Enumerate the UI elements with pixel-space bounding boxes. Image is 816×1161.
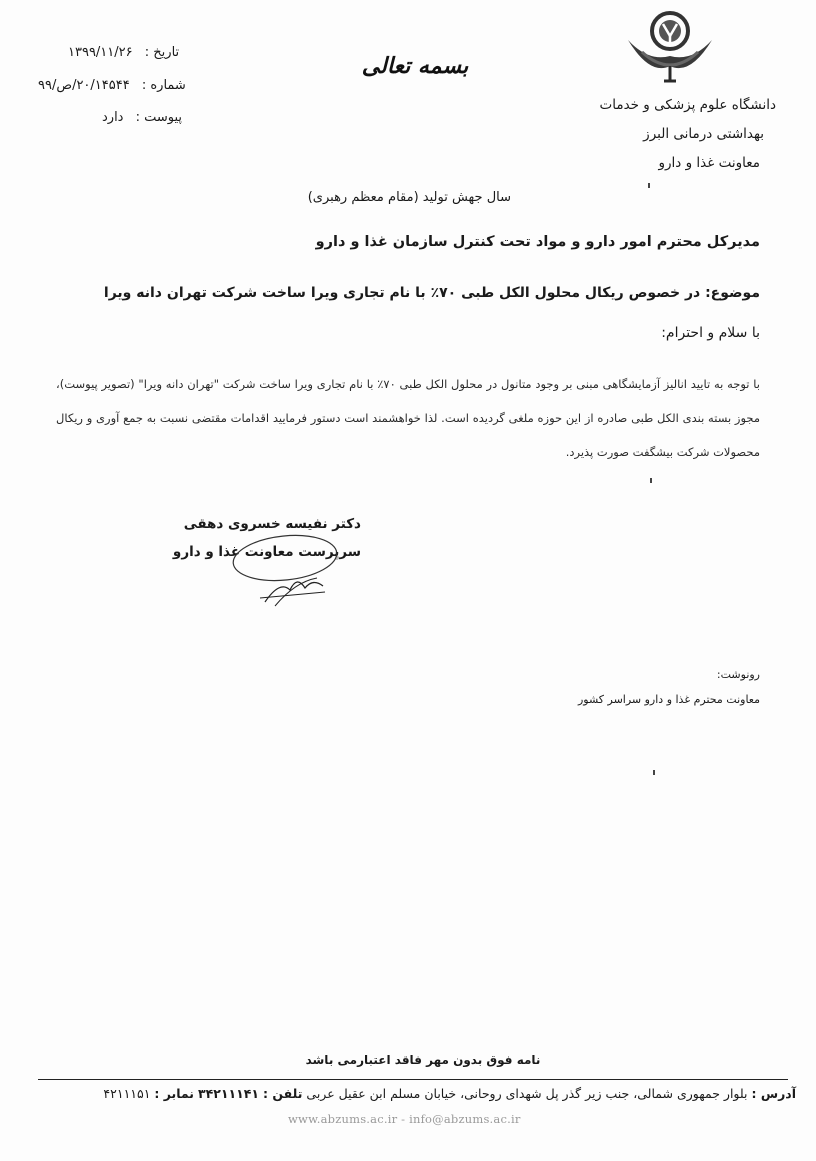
signatory-title: سرپرست معاونت غذا و دارو (172, 544, 361, 560)
fax-value: ۴۲۱۱۱۵۱ (103, 1086, 151, 1101)
bismillah-calligraphy (360, 40, 470, 90)
cc-item: معاونت محترم غذا و دارو سراسر کشور (577, 693, 760, 706)
scan-speck (648, 183, 650, 188)
footer-divider (38, 1079, 788, 1080)
phone-value: ۳۴۲۱۱۱۴۱ (197, 1086, 260, 1101)
scan-speck (653, 770, 655, 775)
address-label: آدرس : (751, 1086, 796, 1101)
attachment-row (102, 110, 182, 125)
phone-label: تلفن : (263, 1086, 303, 1101)
letter-body: با توجه به تایید انالیز آزمایشگاهی مبنی بر وجود متانول در محلول الکل طبی ۷۰٪ با نام تجاری ویرا ساخت شرکت "تهران دانه ویرا" (تصویر پیوست)، مجوز بسته بندی الکل طبی صادره از این حوزه ملغی گردیده است. لذا خواهشمند است دستور فرمایید اقدامات مقتضی نسبت به جمع آوری و ریکال محصولات شرکت بیشگفت صورت پذیرد. (56, 377, 760, 459)
bismillah-text: بسمه تعالی (361, 53, 469, 79)
date-value: ۱۳۹۹/۱۱/۲۶ (68, 45, 133, 60)
signatory-name: دکتر نفیسه خسروی دهقی (183, 516, 361, 532)
fax-label: نمابر : (154, 1086, 194, 1101)
footer-address (103, 1086, 796, 1101)
number-value: ۲۰/۱۴۵۴۴/ص/۹۹ (38, 78, 130, 93)
subject: موضوع: در خصوص ریکال محلول الکل طبی ۷۰٪ با نام تجاری ویرا ساخت شرکت تهران دانه ویرا (103, 285, 760, 301)
scan-speck (650, 478, 652, 483)
org-line-1: دانشگاه علوم پزشکی و خدمات (599, 97, 776, 113)
recipient: مدیرکل محترم امور دارو و مواد تحت کنترل سازمان غذا و دارو (315, 234, 760, 250)
cc-label: رونوشت: (716, 668, 760, 681)
attachment-label: پیوست : (135, 110, 183, 125)
date-row (68, 45, 179, 60)
validity-note: نامه فوق بدون مهر فاقد اعتبارمی باشد (305, 1053, 541, 1067)
address-text: بلوار جمهوری شمالی، جنب زیر گذر پل شهدای روحانی، خیابان مسلم ابن عقیل عربی (306, 1086, 748, 1101)
number-row (38, 78, 186, 93)
university-logo-icon (620, 6, 720, 84)
website-email: www.abzums.ac.ir - info@abzums.ac.ir (288, 1112, 521, 1126)
slogan: سال جهش تولید (مقام معظم رهبری) (307, 190, 511, 205)
org-line-2: بهداشتی درمانی البرز (643, 126, 764, 142)
attachment-value: دارد (102, 110, 124, 125)
greeting: با سلام و احترام: (661, 325, 760, 341)
handwritten-signature (205, 520, 350, 610)
number-label: شماره : (141, 78, 186, 93)
date-label: تاریخ : (144, 45, 180, 60)
org-line-3: معاونت غذا و دارو (658, 155, 760, 171)
